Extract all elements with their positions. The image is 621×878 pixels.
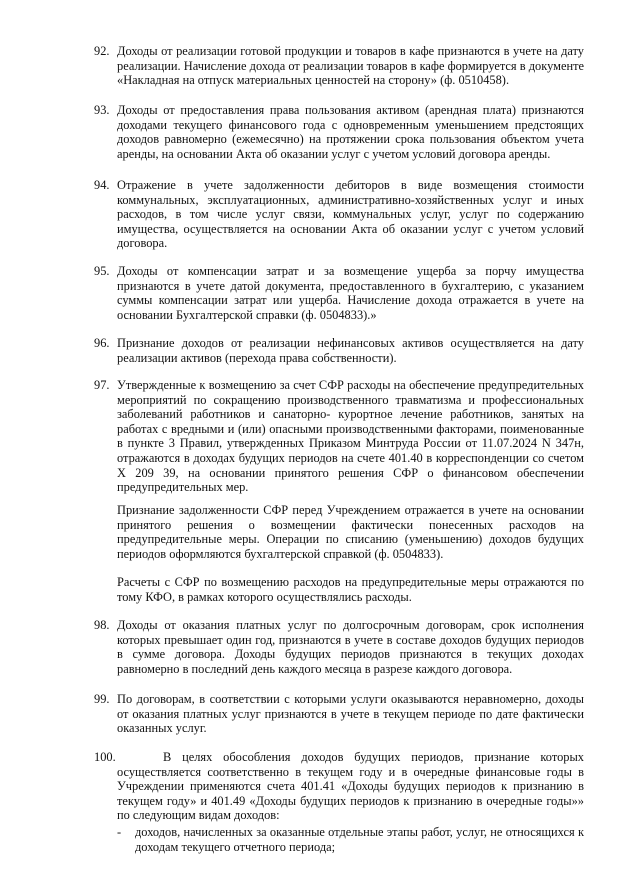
list-item-100 <box>94 750 584 823</box>
item-number: 94. <box>94 178 110 192</box>
item-text: Утвержденные к возмещению за счет СФР расходы на обеспечение предупредительных мероприятий по сокращению производственного травматизма и профессиональных заболеваний работников и санаторно- курортное лечение работников, занятых на работах с вредными и (или) опасными производственными факторами, поименованные в пункте 3 Правил, утвержденных Приказом Минтруда России от 11.07.2024 N 347н, отражаются в доходах будущих периодов на счете 401.40 в корреспонденции со счетом Х 209 39, на основании принятого решения СФР о финансовом обеспечении предупредительных мер. <box>117 378 584 495</box>
list-item-98 <box>94 618 584 676</box>
item-number: 93. <box>94 103 110 117</box>
paragraph: Расчеты с СФР по возмещению расходов на предупредительные меры отражаются по тому КФО, в рамках которого осуществлялись расходы. <box>117 575 584 604</box>
item-number: 99. <box>94 692 110 706</box>
item-text: Доходы от оказания платных услуг по долгосрочным договорам, срок исполнения которых превышает один год, признаются в учете в составе доходов будущих периодов в сумме договора. Доходы будущих периодов признаются в текущих доходах равномерно в последний день каждого месяца в разрезе каждого договора. <box>117 618 584 676</box>
item-text: Доходы от компенсации затрат и за возмещение ущерба за порчу имущества признаются в учете датой документа, предоставленного в бухгалтерию, с указанием суммы компенсации затрат или ущерба. Начисление дохода отражается в учете на основании Бухгалтерской справки (ф. 0504833).» <box>117 264 584 322</box>
list-item-97 <box>94 378 584 495</box>
item-number: 95. <box>94 264 110 278</box>
item-text: Доходы от реализации готовой продукции и товаров в кафе признаются в учете на дату реализации. Начисление дохода от реализации товаров в кафе формируется в документе «Накладная на отпуск материальных ценностей на сторону» (ф. 0510458). <box>117 44 584 88</box>
item-text: По договорам, в соответствии с которыми услуги оказываются неравномерно, доходы от оказания платных услуг признаются в учете в текущем периоде по дате фактически оказанных услуг. <box>117 692 584 736</box>
item-text: Признание доходов от реализации нефинансовых активов осуществляется на дату реализации активов (перехода права собственности). <box>117 336 584 365</box>
item-number: 98. <box>94 618 110 632</box>
list-item-95 <box>94 264 584 322</box>
item-number: 97. <box>94 378 110 392</box>
item-number: 96. <box>94 336 110 350</box>
item-text: В целях обособления доходов будущих периодов, признание которых осуществляется соответственно в текущем году и в очередные финансовые годы в Учреждении применяются счета 401.41 «Доходы будущих периодов к признанию в текущем году» и 401.49 «Доходы будущих периодов к признанию в очередные годы»» по следующим видам доходов: <box>117 750 584 823</box>
list-item-93 <box>94 103 584 161</box>
item-text: Доходы от предоставления права пользования активом (арендная плата) признаются доходами текущего финансового года с одновременным уменьшением предстоящих доходов равномерно (ежемесячно) на протяжении срока пользования объектом учета аренды, на основании Акта об оказании услуг с учетом условий договора аренды. <box>117 103 584 161</box>
list-item-92 <box>94 44 584 88</box>
list-item-96 <box>94 336 584 365</box>
list-item-94 <box>94 178 584 251</box>
item-text: Отражение в учете задолженности дебиторов в виде возмещения стоимости коммунальных, эксплуатационных, административно-хозяйственных услуг и иных расходов, в том числе услуг связи, коммунальных услуг, услуг по содержанию имущества, осуществляется на основании Акта об оказании услуг с учетом условий договора. <box>117 178 584 251</box>
bullet-item <box>117 825 584 854</box>
paragraph: Признание задолженности СФР перед Учреждением отражается в учете на основании принятого решения о возмещении фактически понесенных расходов на предупредительные меры. Операции по списанию (уменьшению) доходов будущих периодов оформляются бухгалтерской справкой (ф. 0504833). <box>117 503 584 561</box>
bullet-text: доходов, начисленных за оказанные отдельные этапы работ, услуг, не относящихся к доходам текущего отчетного периода; <box>135 825 584 854</box>
bullet-dash: - <box>117 825 122 839</box>
item-number: 100. <box>94 750 116 764</box>
item-number: 92. <box>94 44 110 58</box>
list-item-99 <box>94 692 584 736</box>
